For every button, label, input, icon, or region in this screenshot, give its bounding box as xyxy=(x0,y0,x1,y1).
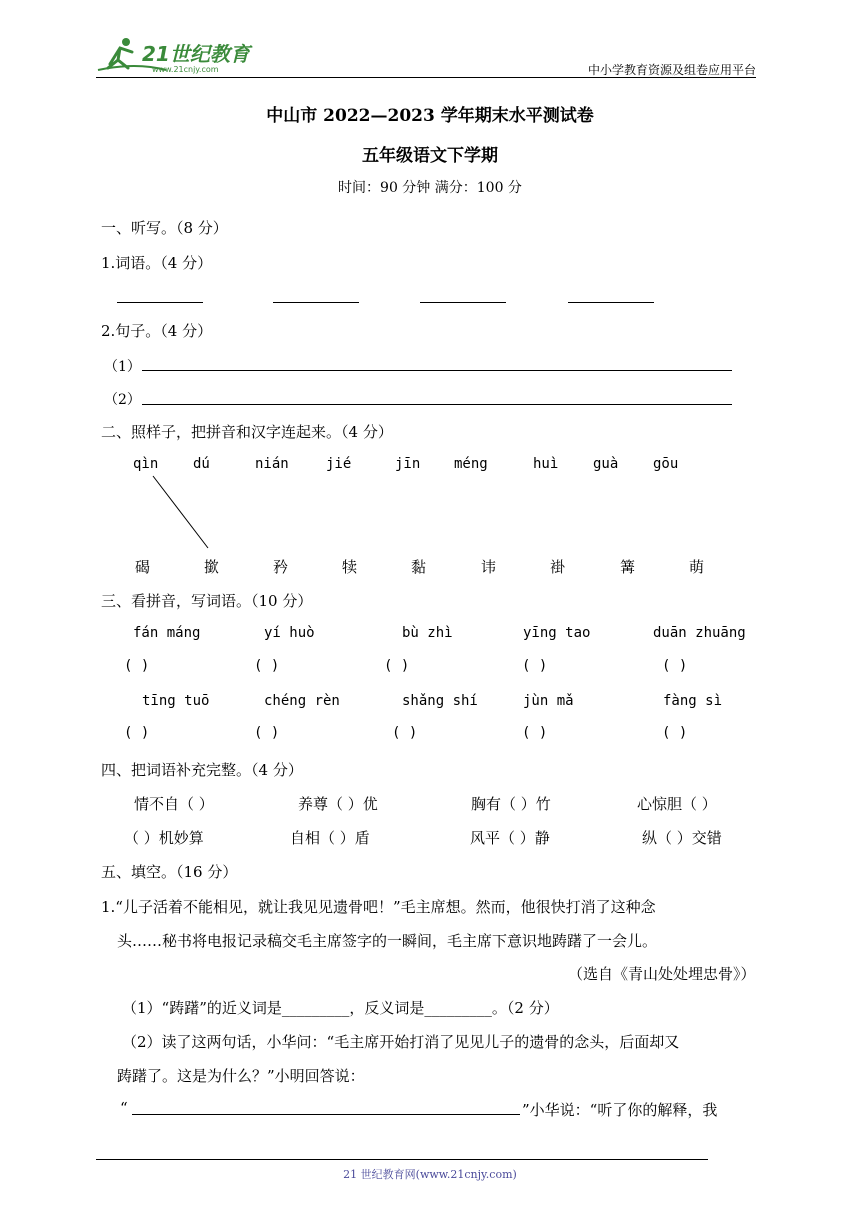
section-1-heading: 一、听写。（8 分） xyxy=(101,219,228,237)
word-blank-3[interactable] xyxy=(420,302,506,303)
section-3-heading: 三、看拼音，写词语。（10 分） xyxy=(101,592,313,610)
idiom-item[interactable]: 心惊胆（ ） xyxy=(637,795,717,813)
pinyin-item: jīn xyxy=(395,456,421,472)
char-item: 碣 xyxy=(135,558,151,576)
char-item: 撳 xyxy=(204,558,220,576)
answer-paren[interactable]: ( ) xyxy=(662,725,688,741)
answer-blank[interactable] xyxy=(132,1114,520,1115)
passage-source: （选自《青山处处埋忠骨》） xyxy=(568,965,756,983)
question-2-line-1: （2）读了这两句话，小华问：“毛主席开始打消了见见儿子的遗骨的念头，后面却又 xyxy=(122,1033,680,1051)
open-quote: “ xyxy=(120,1099,128,1117)
section-1-q2: 2.句子。（4 分） xyxy=(101,322,213,340)
pinyin-word: tīng tuō xyxy=(142,693,210,709)
footer-text[interactable]: 21 世纪教育网(www.21cnjy.com) xyxy=(343,1168,517,1181)
idiom-item[interactable]: 胸有（ ）竹 xyxy=(471,795,551,813)
example-connector-line xyxy=(150,474,212,552)
char-item: 黏 xyxy=(411,558,427,576)
answer-paren[interactable]: ( ) xyxy=(124,725,150,741)
pinyin-item: huì xyxy=(533,456,559,472)
pinyin-word: shǎng shí xyxy=(402,693,478,709)
answer-paren[interactable]: ( ) xyxy=(254,658,280,674)
pinyin-word: jùn mǎ xyxy=(523,693,574,709)
sentence-blank-2[interactable] xyxy=(142,404,732,405)
idiom-item[interactable]: 自相（ ）盾 xyxy=(290,829,370,847)
answer-paren[interactable]: ( ) xyxy=(384,658,410,674)
pinyin-word: yīng tao xyxy=(523,625,591,641)
pinyin-word: chéng rèn xyxy=(264,693,340,709)
site-logo xyxy=(96,34,256,78)
sentence-label-1: （1） xyxy=(104,359,141,375)
pinyin-word: bù zhì xyxy=(402,625,453,641)
char-item: 犊 xyxy=(342,558,358,576)
pinyin-item: nián xyxy=(255,456,289,472)
exam-time-info: 时间：90 分钟 满分：100 分 xyxy=(338,180,522,196)
section-5-heading: 五、填空。（16 分） xyxy=(101,863,238,881)
exam-subtitle: 五年级语文下学期 xyxy=(362,146,498,166)
word-blank-4[interactable] xyxy=(568,302,654,303)
pinyin-word: yí huò xyxy=(264,625,315,641)
pinyin-word: fàng sì xyxy=(663,693,723,709)
logo-text: 21世纪教育 xyxy=(142,42,250,66)
pinyin-word: fán máng xyxy=(133,625,201,641)
pinyin-item: méng xyxy=(454,456,488,472)
char-item: 褂 xyxy=(550,558,566,576)
char-item: 讳 xyxy=(481,558,497,576)
idiom-item[interactable]: 养尊（ ）优 xyxy=(298,795,378,813)
question-2-line-2: 踌躇了。这是为什么？”小明回答说： xyxy=(117,1067,365,1085)
question-2-line-3: ”小华说：“听了你的解释，我 xyxy=(522,1101,718,1119)
sentence-label-2: （2） xyxy=(104,392,141,408)
passage-line-1: 1.“儿子活着不能相见，就让我见见遗骨吧！”毛主席想。然而，他很快打消了这种念 xyxy=(101,898,656,916)
idiom-item[interactable]: 情不自（ ） xyxy=(134,795,214,813)
exam-title: 中山市 2022—2023 学年期末水平测试卷 xyxy=(266,106,594,126)
pinyin-item: guà xyxy=(593,456,619,472)
char-item: 矜 xyxy=(273,558,289,576)
pinyin-item: qìn xyxy=(133,456,159,472)
char-item: 萌 xyxy=(689,558,705,576)
pinyin-item: jié xyxy=(326,456,352,472)
passage-line-2: 头……秘书将电报记录稿交毛主席签字的一瞬间，毛主席下意识地踌躇了一会儿。 xyxy=(117,932,658,950)
word-blank-1[interactable] xyxy=(117,302,203,303)
idiom-item[interactable]: 风平（ ）静 xyxy=(470,829,550,847)
pinyin-item: gōu xyxy=(653,456,679,472)
sentence-blank-1[interactable] xyxy=(142,370,732,371)
logo-url: www.21cnjy.com xyxy=(152,65,219,74)
section-2-heading: 二、照样子，把拼音和汉字连起来。（4 分） xyxy=(101,423,393,441)
answer-paren[interactable]: ( ) xyxy=(522,658,548,674)
section-4-heading: 四、把词语补充完整。（4 分） xyxy=(101,761,303,779)
header-divider xyxy=(96,77,756,78)
idiom-item[interactable]: 纵（ ）交错 xyxy=(642,829,722,847)
idiom-item[interactable]: （ ）机妙算 xyxy=(124,829,204,847)
answer-paren[interactable]: ( ) xyxy=(254,725,280,741)
answer-paren[interactable]: ( ) xyxy=(124,658,150,674)
answer-paren[interactable]: ( ) xyxy=(522,725,548,741)
footer-divider xyxy=(96,1159,708,1160)
section-1-q1: 1.词语。（4 分） xyxy=(101,254,213,272)
answer-paren[interactable]: ( ) xyxy=(392,725,418,741)
answer-paren[interactable]: ( ) xyxy=(662,658,688,674)
platform-name: 中小学教育资源及组卷应用平台 xyxy=(587,63,756,77)
word-blank-2[interactable] xyxy=(273,302,359,303)
question-1: （1）“踌躇”的近义词是_________，反义词是_________。（2 分） xyxy=(122,999,559,1017)
char-item: 篝 xyxy=(620,558,636,576)
pinyin-word: duān zhuāng xyxy=(653,625,746,641)
pinyin-item: dú xyxy=(193,456,210,472)
